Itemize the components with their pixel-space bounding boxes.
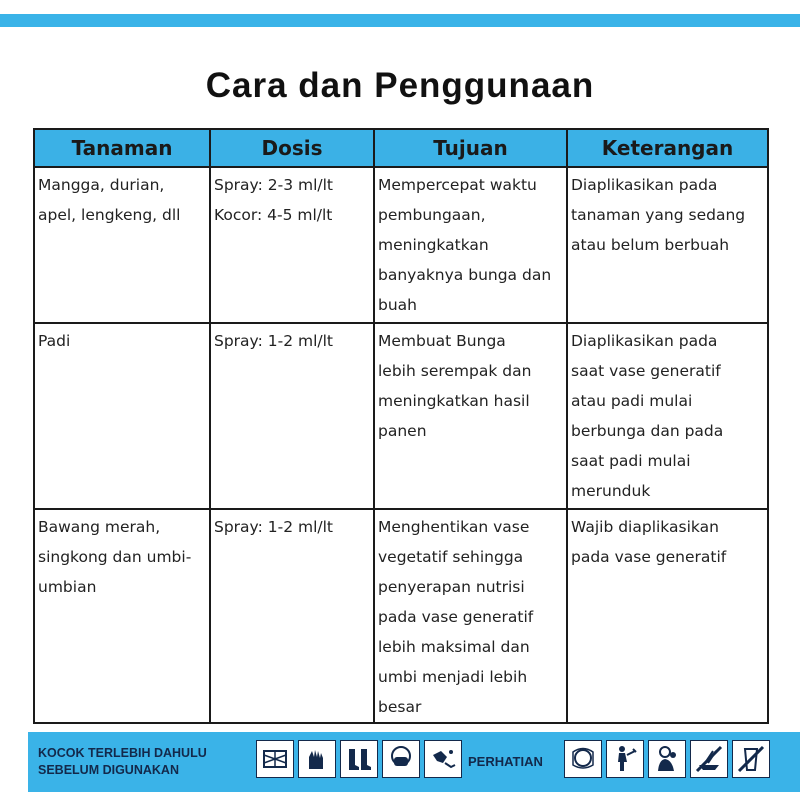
table-header-row <box>34 129 768 167</box>
table-row <box>34 323 768 509</box>
respirator-person-icon <box>648 740 686 778</box>
cell-keterangan: Wajib diaplikasikan pada vase generatif <box>567 509 768 723</box>
perhatian-label: PERHATIAN <box>468 754 543 769</box>
cell-tanaman: Bawang merah, singkong dan umbi- umbian <box>34 509 210 723</box>
cell-keterangan: Diaplikasikan pada tanaman yang sedang atau belum berbuah <box>567 167 768 323</box>
sprayer-person-icon <box>606 740 644 778</box>
no-drinking-icon <box>732 740 770 778</box>
cell-tujuan: Membuat Bunga lebih serempak dan meningkatkan hasil panen <box>374 323 567 509</box>
mask-icon <box>256 740 294 778</box>
face-mask-icon <box>382 740 420 778</box>
no-eating-icon <box>690 740 728 778</box>
cell-dosis: Spray: 2-3 ml/lt Kocor: 4-5 ml/lt <box>210 167 374 323</box>
table-row <box>34 167 768 323</box>
gloves-icon <box>298 740 336 778</box>
boots-icon <box>340 740 378 778</box>
usage-table <box>33 128 769 724</box>
header-dosis: Dosis <box>210 129 374 167</box>
cell-dosis: Spray: 1-2 ml/lt <box>210 509 374 723</box>
cell-tanaman: Padi <box>34 323 210 509</box>
page-title: Cara dan Penggunaan <box>205 66 595 105</box>
cell-tanaman: Mangga, durian, apel, lengkeng, dll <box>34 167 210 323</box>
table-row <box>34 509 768 723</box>
cell-keterangan: Diaplikasikan pada saat vase generatif atau padi mulai berbunga dan pada saat padi mulai merunduk <box>567 323 768 509</box>
cell-tujuan: Mempercepat waktu pembungaan, meningkatkan banyaknya bunga dan buah <box>374 167 567 323</box>
face-shield-icon <box>564 740 602 778</box>
shake-instruction: KOCOK TERLEBIH DAHULU SEBELUM DIGUNAKAN <box>38 746 207 777</box>
safety-footer-bar <box>28 732 800 792</box>
header-tanaman: Tanaman <box>34 129 210 167</box>
cell-tujuan: Menghentikan vase vegetatif sehingga penyerapan nutrisi pada vase generatif lebih maksimal dan umbi menjadi lebih besar <box>374 509 567 723</box>
cell-dosis: Spray: 1-2 ml/lt <box>210 323 374 509</box>
wash-hands-icon <box>424 740 462 778</box>
header-keterangan: Keterangan <box>567 129 768 167</box>
top-accent-bar <box>0 14 800 27</box>
header-tujuan: Tujuan <box>374 129 567 167</box>
